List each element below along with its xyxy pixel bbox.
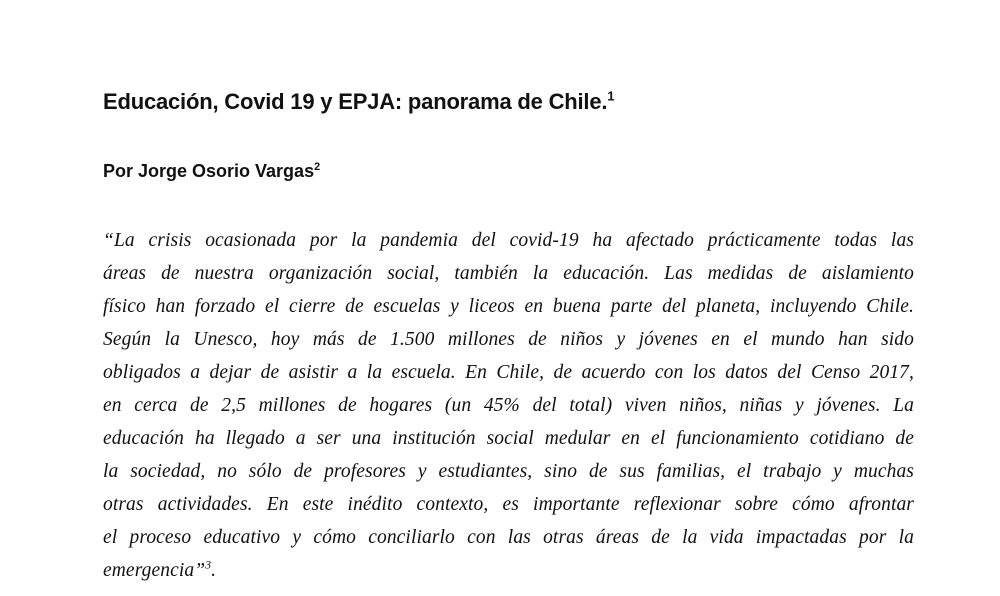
author-name: Por Jorge Osorio Vargas (103, 161, 315, 181)
quote-end-period: . (211, 560, 217, 581)
quote-line: educación ha llegado a ser una institución social medular en el funcionamiento cotidiano de (103, 428, 914, 449)
title-text: Educación, Covid 19 y EPJA: panorama de Chile. (103, 89, 608, 114)
document-title (103, 86, 614, 118)
quote-line: otras actividades. En este inédito contexto, es importante reflexionar sobre cómo afrontar (103, 494, 914, 515)
quote-line: en cerca de 2,5 millones de hogares (un 45% del total) viven niños, niñas y jóvenes. La (103, 395, 914, 416)
quote-last-line-text: emergencia” (103, 560, 206, 581)
title-footnote-marker: 1 (607, 88, 615, 104)
author-footnote-marker: 2 (314, 161, 321, 173)
quote-line: el proceso educativo y cómo conciliarlo con las otras áreas de la vida impactadas por la (103, 527, 914, 548)
quote-last-line (103, 554, 914, 587)
quote-line: la sociedad, no sólo de profesores y estudiantes, sino de sus familias, el trabajo y muchas (103, 461, 914, 482)
quote-line: Según la Unesco, hoy más de 1.500 millones de niños y jóvenes en el mundo han sido (103, 329, 914, 350)
quote-paragraph (103, 224, 914, 587)
quote-line: obligados a dejar de asistir a la escuela. En Chile, de acuerdo con los datos del Censo 2017, (103, 362, 914, 383)
quote-line: áreas de nuestra organización social, también la educación. Las medidas de aislamiento (103, 263, 914, 284)
quote-line: “La crisis ocasionada por la pandemia del covid-19 ha afectado prácticamente todas las (103, 230, 914, 251)
author-byline (103, 158, 320, 184)
quote-footnote-marker: 3 (205, 558, 212, 572)
quote-line: físico han forzado el cierre de escuelas y liceos en buena parte del planeta, incluyendo Chile. (103, 296, 914, 317)
